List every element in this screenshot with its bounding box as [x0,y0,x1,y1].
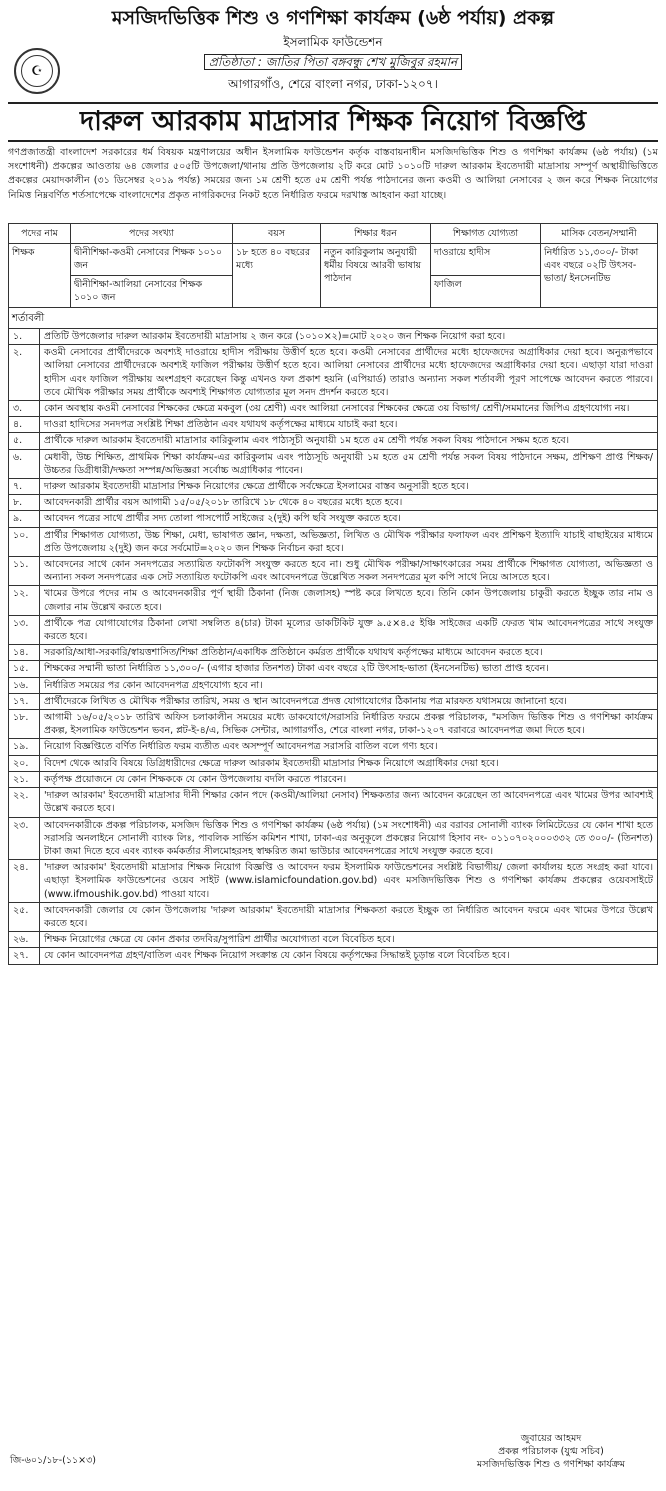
condition-number: ১৬. [9,677,40,693]
notice-title: দারুল আরকাম মাদ্রাসার শিক্ষক নিয়োগ বিজ্ঞপ্তি [8,102,658,142]
condition-row [9,511,658,527]
condition-row [9,449,658,478]
condition-text: প্রার্থীর শিক্ষাগত যোগ্যতা, উচ্চ শিক্ষা, মেধা, ভাষাগত জ্ঞান, দক্ষতা, অভিজ্ঞতা, লিখিত ও মৌখিক পরীক্ষার ফলাফল এবং প্রশিক্ষণ ইত্যাদি যাচাই বাছাইয়ের মাধ্যমে প্রতি উপজেলায় ২(দুই) জন করে সর্বমোট=২০২০ জন শিক্ষক নির্বাচন করা হবে। [40,527,658,556]
col-qualification: শিক্ষাগত যোগ্যতা [431,224,541,244]
condition-row [9,817,658,860]
col-salary: মাসিক বেতন/সম্মানী [541,224,658,244]
condition-text: কোন অবস্থায় কওমী নেসাবের শিক্ষকের ক্ষেত্রে মকবুল (৩য় শ্রেণী) এবং আলিয়া নেসাবের শিক্ষকের ক্ষেত্রে ৩য় বিভাগ/ শ্রেণী/সমমানের জিপিএ গ্রহণযোগ্য নয়। [40,401,658,417]
condition-number: ১৯. [9,739,40,755]
condition-text: শিক্ষকের সম্মানী ভাতা নির্ধারিত ১১,৩০০/- (এগার হাজার তিনশত) টাকা এবং বছরে ২টি উৎসাহ-ভাতা (ইনসেনটিভ) ভাতা প্রাপ্ত হবেন। [40,661,658,677]
qualification-alia: ফাজিল [431,276,541,308]
condition-text: আবেদনের সাথে কোন সনদপত্রের সত্যায়িত ফটোকপি সংযুক্ত করতে হবে না। শুধু মৌখিক পরীক্ষা/সাক্ষাৎকারের সময় প্রার্থীকে শিক্ষাগত যোগ্যতা, অভিজ্ঞতা ও অন্যান্য সকল সনদপত্রের এক সেট সত্যায়িত ফটোকপি এবং আবেদনপত্রে উল্লেখিত সকল সনদপত্রের মূল কপি সাথে নিয়ে আসতে হবে। [40,557,658,586]
post-count-alia: দ্বীনীশিক্ষা-আলিয়া নেসাবের শিক্ষক ১০১০ জন [71,276,233,308]
condition-row [9,677,658,693]
condition-text: খামের উপরে পদের নাম ও আবেদনকারীর পূর্ণ স্থায়ী ঠিকানা (নিজ জেলাসহ) স্পষ্ট করে লিখতে হবে। তিনি কোন উপজেলায় চাকুরী করতে ইচ্ছুক তার নাম ও জেলার নাম উল্লেখ করতে হবে। [40,586,658,615]
post-name-cell: শিক্ষক [9,244,71,308]
condition-text: নিয়োগ বিজ্ঞপ্তিতে বর্ণিত নির্ধারিত ফরম ব্যতীত এবং অসম্পূর্ণ আবেদনপত্র সরাসরি বাতিল বলে গণ্য হবে। [40,739,658,755]
condition-number: ১. [9,329,40,345]
salary-cell: নির্ধারিত ১১,৩০০/- টাকা এবং বছরে ০২টি উৎসব-ভাতা/ ইনসেনটিভ [541,244,658,308]
condition-number: ২১. [9,771,40,787]
condition-number: ৯. [9,511,40,527]
condition-number: ১২. [9,586,40,615]
age-cell: ১৮ হতে ৪০ বছরের মধ্যে [233,244,321,308]
condition-text: আবেদনকারীকে প্রকল্প পরিচালক, মসজিদ ভিত্তিক শিশু ও গণশিক্ষা কার্যক্রম (৬ষ্ঠ পর্যায়) (১ম সংশোধনী) এর বরাবর সোনালী ব্যাংক লিমিটেডের যে কোন শাখা হতে সরাসরি অনলাইনে সোনালী ব্যাংক লিঃ, পাবলিক সার্ভিস কমিশন শাখা, ঢাকা-এর অনুকূলে প্রকল্পের নিয়োগ হিসাব নং- ০১১০৭০২০০০৩৩২ তে ৩০০/- (তিনশত) টাকা জমা দিতে হবে এবং ব্যাংক কর্মকর্তার সীলমোহরসহ স্বাক্ষরিত জমা ভাউচার আবেদনপত্রের সাথে সংযুক্ত করতে হবে। [40,817,658,860]
condition-text: দারুল আরকাম ইবতেদায়ী মাদ্রাসার শিক্ষক নিয়োগের ক্ষেত্রে প্রার্থীকে সর্বক্ষেত্রে ইসলামের বাস্তব অনুসারী হতে হবে। [40,479,658,495]
condition-text: সরকারি/আধা-সরকারি/স্বায়ত্তশাসিত/শিক্ষা প্রতিষ্ঠান/একাধিক প্রতিষ্ঠানে কর্মরত প্রার্থীকে যথাযথ কর্তৃপক্ষের মাধ্যমে আবেদন করতে হবে। [40,645,658,661]
condition-text: প্রার্থীকে পত্র যোগাযোগের ঠিকানা লেখা সম্বলিত ৪(চার) টাকা মূল্যের ডাকটিকিট যুক্ত ৯.৫×৪.৫ ইঞ্চি সাইজের একটি ফেরত খাম আবেদনপত্রের সাথে সংযুক্ত করতে হবে। [40,615,658,644]
condition-text: শিক্ষক নিয়োগের ক্ষেত্রে যে কোন প্রকার তদবির/সুপারিশ প্রার্থীর অযোগ্যতা বলে বিবেচিত হবে। [40,932,658,948]
condition-number: ৫. [9,433,40,449]
condition-number: ১১. [9,557,40,586]
signatory-project: মসজিদভিত্তিক শিশু ও গণশিক্ষা কার্যক্রম [476,1459,626,1470]
condition-row [9,932,658,948]
condition-row [9,401,658,417]
condition-text: প্রার্থীদেরকে লিখিত ও মৌখিক পরীক্ষার তারিখ, সময় ও স্থান আবেদনপত্রে প্রদত্ত যোগাযোগের ঠিকানায় পত্র মারফত যথাসময়ে জানানো হবে। [40,693,658,709]
condition-number: ১৪. [9,645,40,661]
condition-row [9,755,658,771]
condition-row [9,345,658,401]
condition-row [9,948,658,964]
condition-text: কওমী নেসাবের প্রার্থীদেরকে অবশ্যই দাওরায়ে হাদীস পরীক্ষায় উত্তীর্ণ হতে হবে। কওমী নেসাবের প্রার্থীদের মধ্যে হাফেজদের অগ্রাধিকার দেয়া হবে। অনুরূপভাবে আলিয়া নেসাবের প্রার্থীদেরকে অবশ্যই ফাজিল পরীক্ষায় উত্তীর্ণ হতে হবে। আলিয়া নেসাবের প্রার্থীদের মধ্যে হাফেজদের অগ্রাধিকার দেয়া হবে। এছাড়া যারা দাওরা হাদীস এবং ফাজিল পরীক্ষায় অংশগ্রহণ করেছেন কিন্তু এখনও ফল প্রকাশ হয়নি (এপিয়ার্ড) তারাও অন্যান্য সকল শর্তাবলী পূরণ সাপেক্ষে আবেদন করতে পারবে। তবে মৌখিক পরীক্ষার সময় প্রার্থীকে অবশ্যই শিক্ষাগত যোগ্যতার মূল সনদ প্রদর্শন করতে হবে। [40,345,658,401]
condition-text: দাওরা হাদিসের সনদপত্র সংশ্লিষ্ট শিক্ষা প্রতিষ্ঠান এবং যথাযথ কর্তৃপক্ষের মাধ্যমে যাচাই করা হবে। [40,417,658,433]
condition-number: ২০. [9,755,40,771]
condition-number: ১৮. [9,710,40,739]
condition-number: ১০. [9,527,40,556]
condition-row [9,771,658,787]
condition-row [9,710,658,739]
posts-table [8,223,658,308]
organization-name: ইসলামিক ফাউন্ডেশন [283,35,383,49]
condition-row [9,479,658,495]
condition-number: ১৭. [9,693,40,709]
condition-number: ৮. [9,495,40,511]
condition-number: ১৩. [9,615,40,644]
condition-row [9,586,658,615]
condition-row [9,433,658,449]
condition-text: 'দারুল আরকাম' ইবতেদায়ী মাদ্রাসার শিক্ষক নিয়োগ বিজ্ঞপ্তি ও আবেদন ফরম ইসলামিক ফাউন্ডেশনের সংশ্লিষ্ট বিভাগীয়/ জেলা কার্যালয় হতে সংগ্রহ করা যাবে। এছাড়া ইসলামিক ফাউন্ডেশনের ওয়েব সাইট (www.islamicfoundation.gov.bd) এবং মসজিদভিত্তিক শিশু ও গণশিক্ষা কার্যক্রম প্রকল্পের ওয়েবসাইটে (www.ifmoushik.gov.bd) পাওয়া যাবে। [40,860,658,903]
signature-block [466,1432,636,1471]
condition-text: প্রার্থীকে দারুল আরকাম ইবতেদায়ী মাদ্রাসার কারিকুলাম এবং পাঠ্যসূচী অনুযায়ী ১ম হতে ৫ম শ্রেণী পর্যন্ত সকল বিষয় পাঠদানে সক্ষম হতে হবে। [40,433,658,449]
condition-row [9,557,658,586]
col-age: বয়স [233,224,321,244]
condition-number: ২৩. [9,817,40,860]
organization-address: আগারগাঁও, শেরে বাংলা নগর, ঢাকা-১২০৭। [228,77,438,91]
notice-header [8,4,658,100]
memo-number: জি-৬০১/১৮-(১১×৩) [10,1455,96,1466]
conditions-title: শর্তাবলী [8,308,658,328]
project-title: মসজিদভিত্তিক শিশু ও গণশিক্ষা কার্যক্রম (৬ষ্ঠ পর্যায়) প্রকল্প [111,7,555,29]
condition-number: ২. [9,345,40,401]
crescent-emblem-icon: ☪ [21,55,53,87]
condition-text: মেধাবী, উচ্চ শিক্ষিত, প্রাথমিক শিক্ষা কার্যক্রম-এর কারিকুলাম এবং পাঠ্যসূচি অনুযায়ী ১ম হতে ৫ম শ্রেণী পর্যন্ত সকল বিষয় পাঠদানে সক্ষম, প্রশিক্ষণ প্রাপ্ত শিক্ষক/ উচ্চতর ডিগ্রীধারী/দক্ষতা সম্পন্ন/অভিজ্ঞরা সর্বোচ্চ অগ্রাধিকার পাবেন। [40,449,658,478]
condition-row [9,527,658,556]
condition-text: যে কোন আবেদনপত্র গ্রহণ/বাতিল এবং শিক্ষক নিয়োগ সংক্রান্ত যে কোন বিষয়ে কর্তৃপক্ষের সিদ্ধান্তই চূড়ান্ত বলে বিবেচিত হবে। [40,948,658,964]
condition-row [9,661,658,677]
condition-text: আগামী ১৬/০৫/২০১৮ তারিখ অফিস চলাকালীন সময়ের মধ্যে ডাকযোগে/সরাসরি নির্ধারিত ফরমে প্রকল্প পরিচালক, "মসজিদ ভিত্তিক শিশু ও গণশিক্ষা কার্যক্রম প্রকল্প, ইসলামিক ফাউন্ডেশন ভবন, প্লট-ই-৪/এ, সিভিক সেন্টার, আগারগাঁও, শেরে বাংলা নগর, ঢাকা-১২০৭ বরাবরে আবেদনপত্র জমা দিতে হবে। [40,710,658,739]
condition-number: ১৫. [9,661,40,677]
condition-number: ২২. [9,788,40,817]
condition-number: ২৫. [9,902,40,931]
table-row [9,244,658,276]
condition-text: 'দারুল আরকাম' ইবতেদায়ী মাদ্রাসার দীনী শিক্ষার কোন পদে (কওমী/আলিয়া নেসাব) শিক্ষকতার জন্য আবেদন করেছেন তা আবেদনপত্রে এবং খামের উপর আবশ্যই উল্লেখ করতে হবে। [40,788,658,817]
condition-number: ৩. [9,401,40,417]
condition-row [9,645,658,661]
condition-number: ৪. [9,417,40,433]
condition-text: কর্তৃপক্ষ প্রয়োজনে যে কোন শিক্ষককে যে কোন উপজেলায় বদলি করতে পারবেন। [40,771,658,787]
col-education-type: শিক্ষার ধরন [321,224,431,244]
condition-text: আবেদনকারী জেলার যে কোন উপজেলায় 'দারুল আরকাম' ইবতেদায়ী মাদ্রাসার শিক্ষকতা করতে ইচ্ছুক তা নির্ধারিত আবেদন ফরমে এবং খামের উপরে উল্লেখ করতে হবে। [40,902,658,931]
col-post-name: পদের নাম [9,224,71,244]
signatory-designation: প্রকল্প পরিচালক (যুগ্ম সচিব) [498,1446,604,1457]
condition-row [9,417,658,433]
condition-row [9,495,658,511]
posts-table-header [9,224,658,244]
condition-row [9,860,658,903]
condition-row [9,693,658,709]
post-count-qawmi: দ্বীনীশিক্ষা-কওমী নেসাবের শিক্ষক ১০১০ জন [71,244,233,276]
condition-row [9,739,658,755]
condition-text: নির্ধারিত সময়ের পর কোন আবেদনপত্র গ্রহণযোগ্য হবে না। [40,677,658,693]
condition-row [9,902,658,931]
condition-row [9,329,658,345]
condition-number: ৭. [9,479,40,495]
condition-text: আবেদনকারী প্রার্থীর বয়স আগামী ১৫/০৫/২০১৮ তারিখে ১৮ থেকে ৪০ বছরের মধ্যে হতে হবে। [40,495,658,511]
condition-row [9,615,658,644]
condition-text: প্রতিটি উপজেলার দারুল আরকাম ইবতেদায়ী মাদ্রাসায় ২ জন করে (১০১০×২)=মোট ২০২০ জন শিক্ষক নিয়োগ করা হবে। [40,329,658,345]
condition-text: আবেদন পত্রের সাথে প্রার্থীর সদ্য তোলা পাসপোর্ট সাইজের ২(দুই) কপি ছবি সংযুক্ত করতে হবে। [40,511,658,527]
intro-paragraph: গণপ্রজাতন্ত্রী বাংলাদেশ সরকারের ধর্ম বিষয়ক মন্ত্রণালয়ের অধীন ইসলামিক ফাউন্ডেশন কর্তৃক বাস্তবায়নাধীন মসজিদভিত্তিক শিশু ও গণশিক্ষা কার্যক্রম (৬ষ্ঠ পর্যায়) (১ম সংশোধনী) প্রকল্পের আওতায় ৬৪ জেলার ৫০৫টি উপজেলা/থানায় প্রতি উপজেলায় ২টি করে মোট ১০১০টি দারুল আরকাম ইবতেদায়ী মাদ্রাসায় সম্পূর্ণ অস্থায়ীভিত্তিতে প্রকল্পের মেয়াদকালীন (৩১ ডিসেম্বর ২০১৯ পর্যন্ত) সময়ের জন্য ১ম শ্রেণী হতে ৫ম শ্রেণী পর্যন্ত পাঠদানের জন্য কওমী ও আলিয়া নেসাবের ২ জন করে শিক্ষক নিয়োগের নিমিত্ত নিম্নবর্ণিত শর্তসাপেক্ষে বাংলাদেশের প্রকৃত নাগরিকদের নিকট হতে নির্ধারিত ফরমে দরখাস্ত আহবান করা যাচ্ছে। [8,147,658,201]
condition-number: ২৭. [9,948,40,964]
qualification-qawmi: দাওরায়ে হাদীস [431,244,541,276]
conditions-table [8,328,658,965]
education-type-cell: নতুন কারিকুলাম অনুযায়ী ধর্মীয় বিষয়ে আরবী ভাষায় পাঠদান [321,244,431,308]
condition-number: ২৬. [9,932,40,948]
col-post-count: পদের সংখ্যা [71,224,233,244]
condition-text: বিদেশ থেকে আরবি বিষয়ে ডিগ্রিধারীদের ক্ষেত্রে দারুল আরকাম ইবতেদায়ী মাদ্রাসার শিক্ষক নিয়োগে অগ্রাধিকার দেয়া হবে। [40,755,658,771]
founder-line: প্রতিষ্ঠাতা : জাতির পিতা বঙ্গবন্ধু শেখ মুজিবুর রহমান [204,54,462,70]
condition-row [9,788,658,817]
condition-number: ৬. [9,449,40,478]
condition-number: ২৪. [9,860,40,903]
signatory-name: জুবায়ের আহমদ [520,1433,582,1444]
